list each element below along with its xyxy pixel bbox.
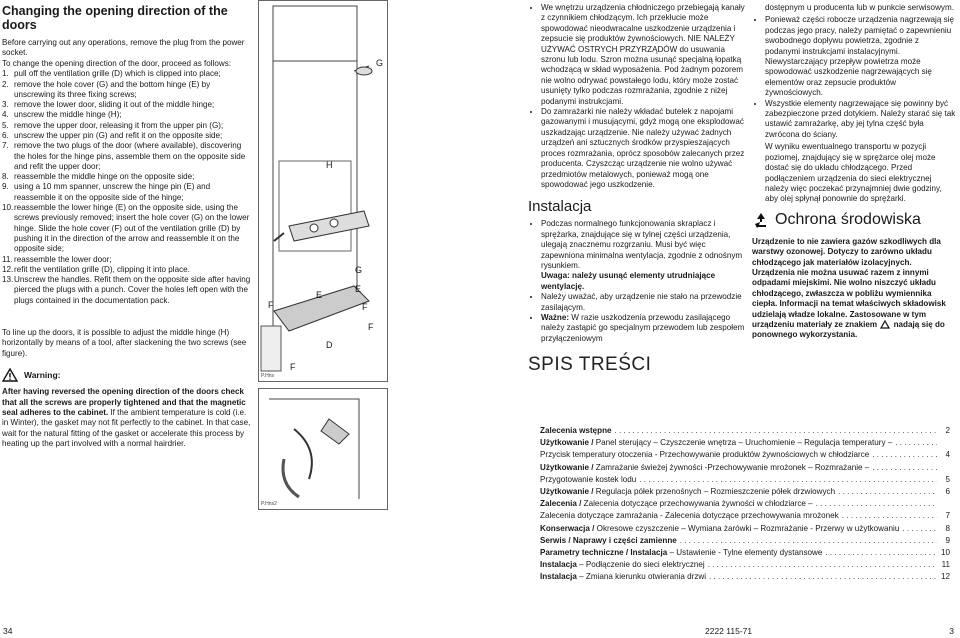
steps-list	[2, 69, 252, 306]
transport-paragraph: W wyniku ewentualnego transportu w pozycji poziomej, znajdujący się w sprężarce olej może dostać się do układu chłodzącego. Przed podłączeniem urządzenia do sieci elektrycznej należy więc poczekać przynajmniej dwie godziny, aby olej spłynął ponownie do sprężarki.	[765, 142, 942, 204]
installation-list	[528, 219, 746, 344]
label-h: H	[326, 160, 333, 170]
toc-row: Przygotowanie kostek lodu . . . 5	[540, 474, 950, 486]
label-d: D	[326, 340, 333, 350]
middle-column	[528, 0, 746, 376]
toc-row: Zalecenia dotyczące zamrażania - Zalecenia dotyczące przechowywania mrożonek . . . 7	[540, 510, 950, 522]
list-item: 5. remove the upper door, releasing it from the upper pin (G);	[2, 120, 224, 130]
intro-paragraph: Before carrying out any operations, remove the plug from the power socket.	[2, 38, 245, 58]
recycle-icon	[752, 211, 770, 229]
page-number-right: 3	[949, 626, 954, 636]
section-heading-instalacja: Instalacja	[528, 198, 592, 216]
list-item: 4. unscrew the middle hinge (H);	[2, 110, 122, 120]
toc-heading: SPIS TREŚCI	[528, 354, 652, 376]
list-item: • Należy uważać, aby urządzenie nie stało na przewodzie zasilającym.	[541, 292, 746, 313]
list-item: • Podczas normalnego funkcjonowania skraplacz i sprężarka, znajdujące się w tylnej części urządzenia, ulegają znacznemu rozgrzaniu. Musi być więc zapewniona minimalna wentylacja, zgodnie z odnośnym rysunkiem. Uwaga: należy usunąć elementy utrudniające wentylację.	[541, 219, 746, 292]
section-heading-ochrona: Ochrona środowiska	[752, 211, 956, 229]
environment-text: Urządzenie to nie zawiera gazów szkodliwych dla warstwy ozonowej. Dotyczy to zarówno układu chłodzącego jak materiałów izolacyjnych. Urządzenia nie można usuwać razem z innymi odpadami miejskimi. Nie wolno niszczyć układu chłodzącego, zwłaszcza w pobliżu wymiennika ciepła. Informacji na temat właściwych składowisk udzielają władze lokalne. Zastosowane w tym urządzeniu materiały ze znakiem nadają się do ponownego wykorzystania.	[752, 236, 946, 340]
intro-paragraph-2: To change the opening direction of the door, proceed as follows:	[2, 58, 232, 68]
toc-row: Serwis / Naprawy i części zamienne . . . 9	[540, 535, 950, 547]
recycle-mark-icon	[879, 320, 891, 329]
label-g: G	[376, 58, 384, 68]
label-e: E	[316, 290, 323, 300]
label-f: F	[362, 302, 368, 312]
figures-column	[258, 0, 518, 638]
warning-text: After having reversed the opening direction of the doors check that all the screws are properly tightened and that the magnetic seal adheres to the cabinet. If the ambient temperature is cold (i.e. in Winter), the gasket may not fit perfectly to the cabinet. In that case, wait for the natural fitting of the gasket or accelerate this process by heating up the part involved with a normal hairdrier.	[2, 387, 251, 449]
toc-row: Przycisk temperatury otoczenia - Przechowywanie produktów żywnościowych w chłodziarce . . . 4	[540, 449, 950, 461]
list-item: • Ważne: W razie uszkodzenia przewodu zasilającego należy zastąpić go specjalnym przewodem lub zespołem przyłączeniowym	[541, 313, 746, 344]
list-item: 11. reassemble the lower door;	[2, 254, 112, 264]
list-item: 9. using a 10 mm spanner, unscrew the hinge pin (E) and reassemble it on the opposite side of the hinge;	[2, 182, 211, 202]
lineup-paragraph: To line up the doors, it is possible to adjust the middle hinge (H) horizontally by means of a tool, after slackening the two screws (see figure).	[2, 328, 247, 358]
list-item: 3. remove the lower door, sliding it out of the middle hinge;	[2, 100, 215, 110]
list-item: 8. reassemble the middle hinge on the opposite side;	[2, 172, 195, 182]
precautions-list	[528, 3, 746, 190]
list-item: 10. reassemble the lower hinge (E) on the opposite side, using the screws previously removed; insert the hole cover (G) on the lower hinge. Slide the hole cover (F) out of the ventilation grille (D) by pushing it in the direction of the arrow and reassemble it on the opposite side;	[2, 203, 250, 254]
continued-text: dostępnym u producenta lub w punkcie serwisowym.	[765, 3, 954, 12]
page-title: Changing the opening direction of the doors	[2, 4, 228, 32]
list-item: 6. unscrew the upper pin (G) and refit it on the opposite side;	[2, 131, 223, 140]
list-item: 12. refit the ventilation grille (D), clipping it into place.	[2, 264, 190, 274]
list-item: • We wnętrzu urządzenia chłodniczego przebiegają kanały z czynnikiem chłodzącym. Ich przekłucie może spowodować nieodwracalne uszkodzenie urządzenia i zepsucie się produktów żywnościowych. NIE NALEŻY UŻYWAĆ OSTRYCH PRZYRZĄDÓW do usuwania szronu lub lodu. Szron można usunąć specjalną łopatką wchodzącą w skład wyposażenia. Pod żadnym pozorem nie wolno odrywać powstałego lodu, który może zostać usunięty tylko podczas rozmrażania, zgodnie z niżej podanymi instrukcjami.	[541, 3, 746, 107]
list-item: • Do zamrażarki nie należy wkładać butelek z napojami gazowanymi i musującymi, gdyż mogą one eksplodować uszkadzając urządzenie. Nie należy używać żadnych urządzeń ani sztucznych środków przyspieszających proces rozmrażania, oprócz sposobów zalecanych przez producenta. Czyszcząc urządzenie nie wolno używać przedmiotów metalowych, ponieważ mogą one spowodować jego uszkodzenie.	[541, 107, 746, 190]
toc-row: Zalecenia wstępne . . . 2	[540, 425, 950, 437]
door-hinge-figure-upper: P.Hns	[258, 0, 388, 382]
toc-row: Konserwacja / Okresowe czyszczenie – Wymiana żarówki – Rozmrażanie - Przerwy w użytkowaniu . . . 8	[540, 523, 950, 535]
label-f: F	[268, 300, 274, 310]
toc-row: Instalacja – Zmiana kierunku otwierania drzwi . . . 12	[540, 571, 950, 583]
door-alignment-figure: P.Hns2	[258, 388, 388, 510]
table-of-contents	[540, 425, 950, 584]
right-column	[752, 0, 956, 341]
list-item: • Wszystkie elementy nagrzewające się powinny być zabezpieczone przed dotykiem. Należy starać się tak ustawić zamrażarkę, aby jej tylna część była zwrócona do ściany.	[765, 99, 956, 141]
document-code: 2222 115-71	[705, 626, 753, 636]
toc-row: Użytkowanie / Regulacja półek przenośnych – Rozmieszczenie półek drzwiowych . . . 6	[540, 486, 950, 498]
label-e: E	[355, 284, 362, 294]
toc-row: Użytkowanie / Zamrażanie świeżej żywności -Przechowywanie mrożonek – Rozmrażanie – . . .	[540, 462, 950, 474]
toc-row: Użytkowanie / Panel sterujący – Czyszczenie wnętrza – Uruchomienie – Regulacja temperatury – . . .	[540, 437, 950, 449]
label-f: F	[368, 322, 374, 332]
left-column	[2, 0, 252, 450]
warnings-list	[752, 15, 956, 140]
list-item: 1. pull off the ventilation grille (D) which is clipped into place;	[2, 69, 221, 79]
list-item: 2. remove the hole cover (G) and the bottom hinge (E) by unscrewing its three fixing screws;	[2, 79, 211, 99]
label-f: F	[290, 362, 296, 372]
list-item: • Ponieważ części robocze urządzenia nagrzewają się podczas jego pracy, należy pamiętać o zapewnieniu swobodnego dopływu powietrza, zgodnie z podanymi instrukcjami instalacyjnymi. Niewystarczający przepływ powietrza może spowodować uszkodzenie nagrzewających się elementów oraz zepsucie produktów żywnościowych.	[765, 15, 956, 98]
warning-title: Warning:	[24, 370, 61, 381]
label-g: G	[355, 265, 363, 275]
toc-row: Zalecenia / Zalecenia dotyczące przechowywania żywności w chłodziarce – . . .	[540, 498, 950, 510]
warning-icon	[2, 368, 18, 382]
list-item: 7. remove the two plugs of the door (where available), discovering the holes for the hinge pins, assemble them on the opposite side and refit the upper door;	[2, 141, 246, 171]
list-item: 13. Unscrew the handles. Refit them on the opposite side after having pierced the plugs with a punch. Cover the holes left open with the plugs contained in the documentation pack.	[2, 275, 251, 305]
page-number-left: 34	[3, 626, 13, 636]
alignment-illustration	[259, 389, 387, 509]
toc-row: Instalacja – Podłączenie do sieci elektrycznej . . . 11	[540, 559, 950, 571]
warning-header	[2, 368, 252, 382]
toc-row: Parametry techniczne / Instalacja – Ustawienie - Tylne elementy dystansowe . . . 10	[540, 547, 950, 559]
